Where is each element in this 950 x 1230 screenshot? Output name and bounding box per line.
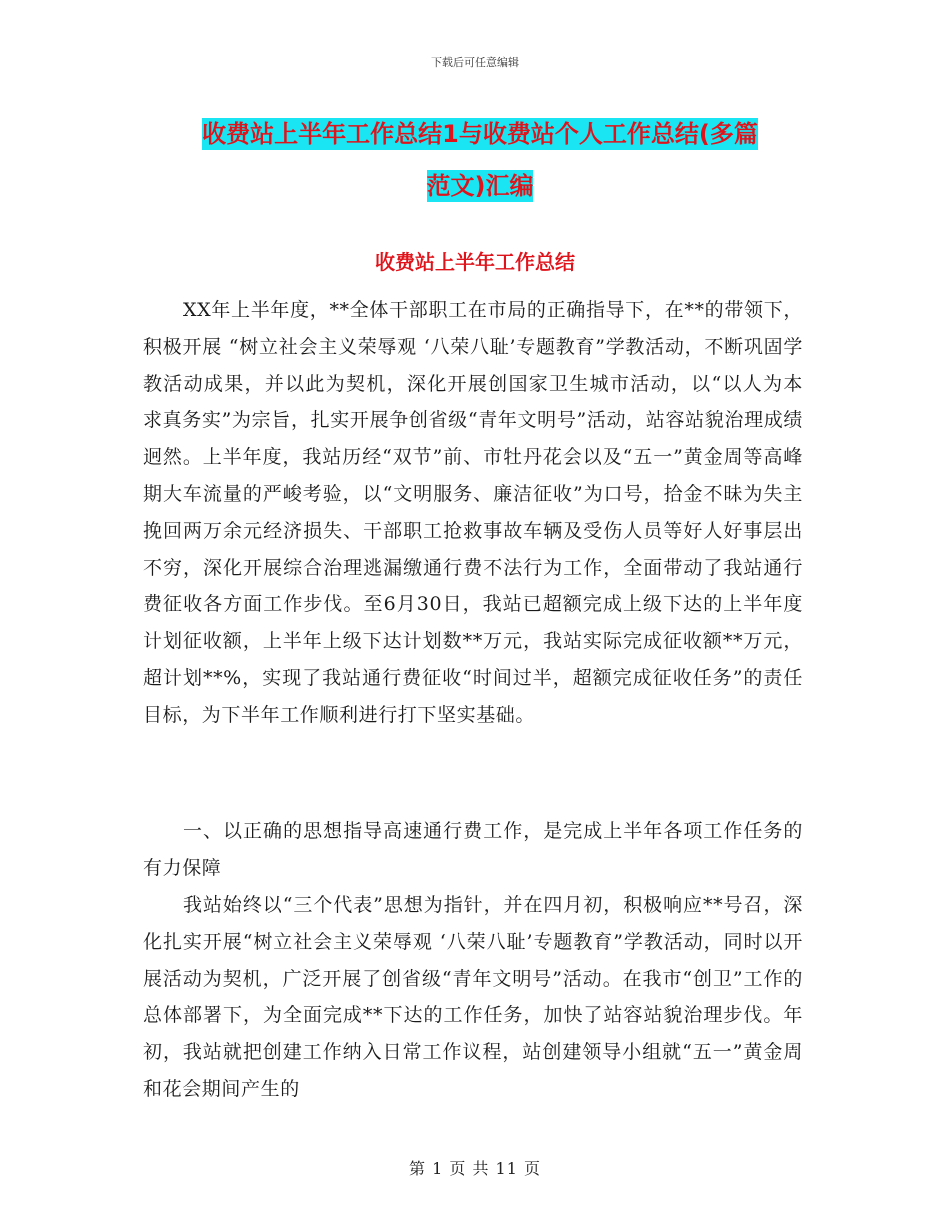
body-paragraph-section-1: 我站始终以“三个代表”思想为指针，并在四月初，积极响应**号召，深化扎实开展“树立社会主义荣辱观 ‘八荣八耻’专题教育”学教活动，同时以开展活动为契机，广泛开展了创省级“青年文明号”活动。在我市“创卫”工作的总体部署下，为全面完成**下达的工作任务，加快了站容站貌治理步伐。年初，我站就把创建工作纳入日常工作议程，站创建领导小组就“五一”黄金周和花会期间产生的 xyxy=(143,894,803,1100)
document-title-line-2: 范文)汇编 xyxy=(426,172,534,200)
document-title-line-1: 收费站上半年工作总结1与收费站个人工作总结(多篇 xyxy=(202,120,758,148)
body-paragraph-heading-1: 一、以正确的思想指导高速通行费工作，是完成上半年各项工作任务的有力保障 xyxy=(143,820,803,879)
body-paragraph-intro: XX年上半年度，**全体干部职工在市局的正确指导下，在**的带领下，积极开展 “树立社会主义荣辱观 ‘八荣八耻’专题教育”学教活动，不断巩固学教活动成果，并以此为契机，深化开展创国家卫生城市活动，以“以人为本 求真务实”为宗旨，扎实开展争创省级“青年文明号”活动，站容站貌治理成绩迥然。上半年度，我站历经“双节”前、市牡丹花会以及“五一”黄金周等高峰期大车流量的严峻考验，以“文明服务、廉洁征收”为口号，拾金不昧为失主挽回两万余元经济损失、干部职工抢救事故车辆及受伤人员等好人好事层出不穷，深化开展综合治理逃漏缴通行费不法行为工作，全面带动了我站通行费征收各方面工作步伐。至6月30日，我站已超额完成上级下达的上半年度计划征收额，上半年上级下达计划数**万元，我站实际完成征收额**万元，超计划**%，实现了我站通行费征收“时间过半，超额完成征收任务”的责任目标，为下半年工作顺利进行打下坚实基础。 xyxy=(143,299,803,726)
page-number-footer: 第 1 页 共 11 页 xyxy=(409,1159,541,1178)
document-title xyxy=(140,108,820,212)
section-title: 收费站上半年工作总结 xyxy=(375,250,575,274)
page-header-note: 下载后可任意编辑 xyxy=(431,56,519,69)
